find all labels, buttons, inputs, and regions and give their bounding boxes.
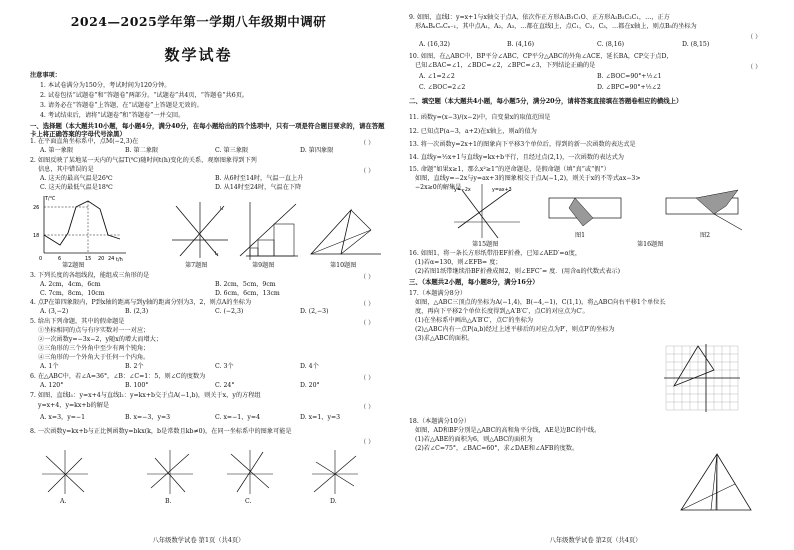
choice: C. 24° bbox=[215, 382, 235, 389]
choice: D. (8,15) bbox=[682, 41, 710, 48]
notice-item: 1. 本试卷满分为150分，考试时间为120分钟。 bbox=[40, 82, 171, 89]
question-18: 18.（本题满分10分） bbox=[409, 418, 471, 425]
choice: A. 120° bbox=[40, 382, 64, 389]
question-10-line: 已知∠BAC=∠1，∠BDC=∠2，∠BPC=∠3，下列结论正确的是 bbox=[415, 62, 596, 69]
statement: ②一次函数y=−3x−2，y随x的增大而增大； bbox=[38, 336, 163, 343]
line-label: y=−2x bbox=[454, 188, 471, 193]
choice: A. 2cm，4cm，6cm bbox=[40, 281, 101, 288]
question-4: 4. 点P在第四象限内，P到x轴的距离与到y轴的距离分别为3，2，则点A的坐标为 bbox=[30, 299, 252, 306]
line-label: l₁ bbox=[220, 206, 224, 212]
choice: C. ∠BOC=2∠2 bbox=[419, 84, 466, 91]
choice: D. bbox=[330, 498, 337, 505]
question-16: 16. 如图1，将一条长方形纸带沿EF折叠，已知∠AED′=α度， bbox=[409, 250, 582, 257]
figure-16-fold-1 bbox=[545, 190, 625, 230]
choice: B. (4,16) bbox=[507, 41, 535, 48]
question-18-line: 如图，AD和BF分别是△ABC的高和角平分线，AE是边BC的中线。 bbox=[415, 427, 601, 434]
figure-caption: 第10题图 bbox=[330, 262, 357, 269]
line-label: l₂ bbox=[215, 251, 219, 257]
choice: A. 这天的最高气温是26℃ bbox=[40, 175, 113, 182]
page-footer: 八年级数学试卷 第2页（共4页） bbox=[549, 537, 642, 544]
figure-2-temperature-graph bbox=[30, 193, 130, 268]
tick-label: 6 bbox=[58, 256, 62, 262]
figure-caption: 第15题图 bbox=[472, 241, 499, 248]
answer-bracket: （ ） bbox=[360, 168, 375, 175]
question-18-line: (2)若∠C=75°，∠BAC=60°，求∠DAE和∠AFB的度数。 bbox=[415, 445, 579, 452]
answer-bracket: （ ） bbox=[747, 64, 762, 71]
answer-bracket: （ ） bbox=[360, 140, 375, 147]
section-choice-header: 一、选择题（本大题共10小题，每小题4分，满分40分，在每小题给出的四个选项中，只有一项是符合题目要求的，请在答题卡上将正确答案的字母代号涂黑） bbox=[30, 122, 385, 138]
q17-coordinate-grid bbox=[662, 342, 742, 414]
choice: B. ∠BOC=90°+½∠1 bbox=[597, 73, 662, 80]
page-title: 数学试卷 bbox=[164, 46, 233, 64]
question-17-line: 如图，△ABC三顶点的坐标为A(−1,4)，B(−4,−1)，C(1,1)，将△ABC向右平移1个单位长 bbox=[415, 299, 666, 306]
question-2: 2. 如图反映了某地某一天内的气温T(℃)随时间t(h)变化的关系，观察图象得到下列 bbox=[30, 157, 257, 164]
question-5: 5. 给出下列命题，其中的假命题是 bbox=[30, 318, 125, 325]
choice: B. 100° bbox=[125, 382, 149, 389]
section-fill-header: 二、填空题（本大题共4小题，每小题5分，满分20分，请将答案直接填在答题卷相应的横线上） bbox=[409, 97, 683, 105]
choice: D. ∠BPC=90°+½∠2 bbox=[597, 84, 661, 91]
choice: C. bbox=[245, 498, 252, 505]
choice: D. 从14时至24时，气温在下降 bbox=[215, 184, 302, 191]
choice: B. (2,3) bbox=[125, 308, 149, 315]
answer-bracket: （ ） bbox=[360, 439, 375, 446]
figure-caption: 图1 bbox=[575, 232, 586, 239]
question-14: 14. 直线y=½x+1与直线y=kx+b平行，且经过点(2,1)，一次函数的表达式为 bbox=[409, 154, 624, 161]
tick-label: 20 bbox=[98, 256, 105, 262]
figure-7-lines bbox=[170, 200, 230, 260]
notice-item: 4. 考试结束后，请将“试题卷”和“答题卷”一并交回。 bbox=[40, 112, 185, 119]
choice: D. 第四象限 bbox=[300, 147, 334, 154]
question-13: 13. 将一次函数y=2x+1的图象向下平移3个单位后，得到的新一次函数的表达式是 bbox=[409, 141, 636, 148]
choice: C. 这天的最低气温是18℃ bbox=[40, 184, 113, 191]
question-17-line: (1)在坐标系中画出△A′B′C′，点C′的坐标为 bbox=[415, 317, 534, 324]
tick-label: 24 bbox=[108, 256, 115, 262]
q8-graph-b bbox=[145, 448, 195, 496]
choice: D. 4个 bbox=[300, 363, 319, 370]
choice: C. 7cm，8cm，10cm bbox=[40, 290, 105, 297]
figure-10-triangle bbox=[305, 200, 385, 262]
question-17: 17.（本题满分8分） bbox=[409, 290, 467, 297]
answer-bracket: （ ） bbox=[360, 404, 375, 411]
tick-label: 15 bbox=[85, 256, 92, 262]
answer-bracket: （ ） bbox=[747, 34, 762, 41]
question-11: 11. 函数y=(x−3)/(x−2)中，自变量x的取值范围是 bbox=[409, 114, 551, 121]
choice: C. 3个 bbox=[215, 363, 234, 370]
choice: A. (16,32) bbox=[419, 41, 450, 48]
question-18-line: (1)若△ABE的面积为6，则△ABC的面积为 bbox=[415, 436, 533, 443]
choice: C. 第三象限 bbox=[215, 147, 249, 154]
tick-label: 0 bbox=[39, 256, 43, 262]
question-1: 1. 在平面直角坐标系中，点M(−2,3)在 bbox=[30, 138, 139, 145]
choice: A. 第一象限 bbox=[40, 147, 74, 154]
answer-bracket: （ ） bbox=[360, 274, 375, 281]
question-9: 9. 如图，直线l：y=x+1与x轴交于点A，依次作正方形A₁B₁C₁O、正方形A₂B₂C₂C₁，…，正方 bbox=[409, 14, 670, 21]
question-8: 8. 一次函数y=kx+b与正比例函数y=bkx(k，b是常数且kb≠0)，在同一坐标系中的图象可能是 bbox=[30, 428, 292, 435]
choice: C. (−2,3) bbox=[215, 308, 244, 315]
notice-item: 2. 试卷包括“试题卷”和“答题卷”两部分。“试题卷”共4页，“答题卷”共6页。 bbox=[40, 92, 249, 99]
choice: A. x=3，y=−1 bbox=[40, 414, 86, 421]
question-17-line: (2)△ABC内有一点P(a,b)经过上述平移后的对应点为P′，则点P′的坐标为 bbox=[415, 326, 615, 333]
choice: B. x=−3，y=3 bbox=[125, 414, 171, 421]
figure-caption: 第9题图 bbox=[252, 262, 275, 269]
choice: A. ∠1=2∠2 bbox=[419, 73, 455, 80]
q8-graph-a bbox=[40, 448, 90, 496]
choice: D. x=1，y=3 bbox=[300, 414, 341, 421]
q8-graph-d bbox=[310, 448, 360, 496]
question-7-line: y=x+4，y=kx+b的解是 bbox=[38, 402, 110, 409]
notice-item: 3. 请务必在“答题卷”上答题，在“试题卷”上答题是无效的。 bbox=[40, 102, 203, 109]
choice: A. (3,−2) bbox=[40, 308, 69, 315]
choice: B. 第二象限 bbox=[125, 147, 159, 154]
question-9-line: 形AₙBₙCₙCₙ₋₁，其中点A₁，A₂，A₃，…都在直线l上，点C₁，C₂，C₃，…都在x轴上，则点B₅的坐标为 bbox=[415, 23, 697, 30]
choice: D. 20° bbox=[300, 382, 320, 389]
choice: C. x=−1，y=4 bbox=[215, 414, 261, 421]
figure-16-fold-2 bbox=[662, 186, 752, 234]
figure-caption: 第16题图 bbox=[637, 241, 664, 248]
choice: B. 2个 bbox=[125, 363, 144, 370]
question-12: 12. 已知点P(a−3，a+2)在x轴上，则a的值为 bbox=[409, 128, 537, 135]
answer-bracket: （ ） bbox=[360, 375, 375, 382]
line-label: y=ax+3 bbox=[492, 188, 512, 193]
question-15-line: −2x≥0的解集是 bbox=[415, 184, 462, 191]
axis-label: t/h bbox=[116, 257, 123, 263]
figure-caption: 第2题图 bbox=[62, 262, 85, 269]
question-3: 3. 下列长度的各组线段，能组成三角形的是 bbox=[30, 272, 150, 279]
question-17-line: 度，再向下平移2个单位长度得到△A′B′C′，点C的对应点为C′。 bbox=[415, 308, 589, 315]
notice-label: 注意事项： bbox=[30, 72, 61, 79]
tick-label: 26 bbox=[33, 205, 40, 211]
question-16-line: (1)若α=130，则∠EFB= 度； bbox=[415, 259, 502, 266]
figure-15-graph bbox=[452, 182, 522, 240]
section-solve-header: 三、（本题共2小题，每小题8分，满分16分） bbox=[409, 278, 539, 286]
tick-label: 18 bbox=[33, 233, 40, 239]
question-15: 15. 命题“如果x≥1，那么x²≥1”的逆命题是，是假命题（填“真”或“假”） bbox=[409, 166, 610, 173]
choice: B. 2cm，5cm，9cm bbox=[215, 281, 276, 288]
question-15-line: 如图，直线y=−2x与y=ax+3的图象相交于点A(−1,2)，则关于x的不等式ax−3> bbox=[415, 175, 641, 182]
choice: B. 从6时至14时，气温一直上升 bbox=[215, 175, 304, 182]
question-7: 7. 如图，直线l₁：y=x+4与直线l₂：y=kx+b交于点A(−1,b)，则关于x，y的方程组 bbox=[30, 392, 261, 399]
question-6: 6. 在△ABC中，若∠A=36°，∠B：∠C=1：5，则∠C的度数为 bbox=[30, 373, 206, 380]
page-footer: 八年级数学试卷 第1页（共4页） bbox=[152, 537, 245, 544]
axis-label: T/℃ bbox=[45, 196, 56, 202]
choice: B. bbox=[165, 498, 172, 505]
statement: ④三角形的一个外角大于任何一个内角。 bbox=[38, 354, 150, 361]
question-17-line: (3)求△ABC的面积。 bbox=[415, 335, 474, 342]
statement: ①坐标相同的点与有序实数对一一对应； bbox=[38, 327, 150, 334]
figure-caption: 第7题图 bbox=[185, 262, 208, 269]
answer-bracket: （ ） bbox=[360, 320, 375, 327]
choice: C. (8,16) bbox=[597, 41, 625, 48]
figure-9-squares bbox=[238, 200, 300, 262]
figure-18-triangle bbox=[677, 450, 757, 516]
figure-caption: 图2 bbox=[700, 232, 711, 239]
choice: A. 1个 bbox=[40, 363, 59, 370]
statement: ③三角形的三个外角中至少有两个钝角； bbox=[38, 345, 150, 352]
choice: A. bbox=[60, 498, 67, 505]
question-2-line: 信息，其中错误的是 bbox=[38, 166, 94, 173]
question-10: 10. 如图，在△ABC中，BP平分∠ABC，CP平分△ABC的外角∠ACE，延长BA，CP交于点D， bbox=[409, 53, 673, 60]
question-16-line: (2)若图1纸带继续沿BF折叠成图2，则∠EFC″= 度．(用含α的代数式表示) bbox=[415, 268, 620, 275]
answer-bracket: （ ） bbox=[360, 301, 375, 308]
exam-header: 2024—2025学年第一学期八年级期中调研 bbox=[70, 14, 327, 29]
page-right bbox=[397, 0, 794, 550]
q8-graph-c bbox=[225, 448, 275, 496]
choice: D. 6cm，6cm，13cm bbox=[215, 290, 280, 297]
choice: D. (2,−3) bbox=[300, 308, 329, 315]
